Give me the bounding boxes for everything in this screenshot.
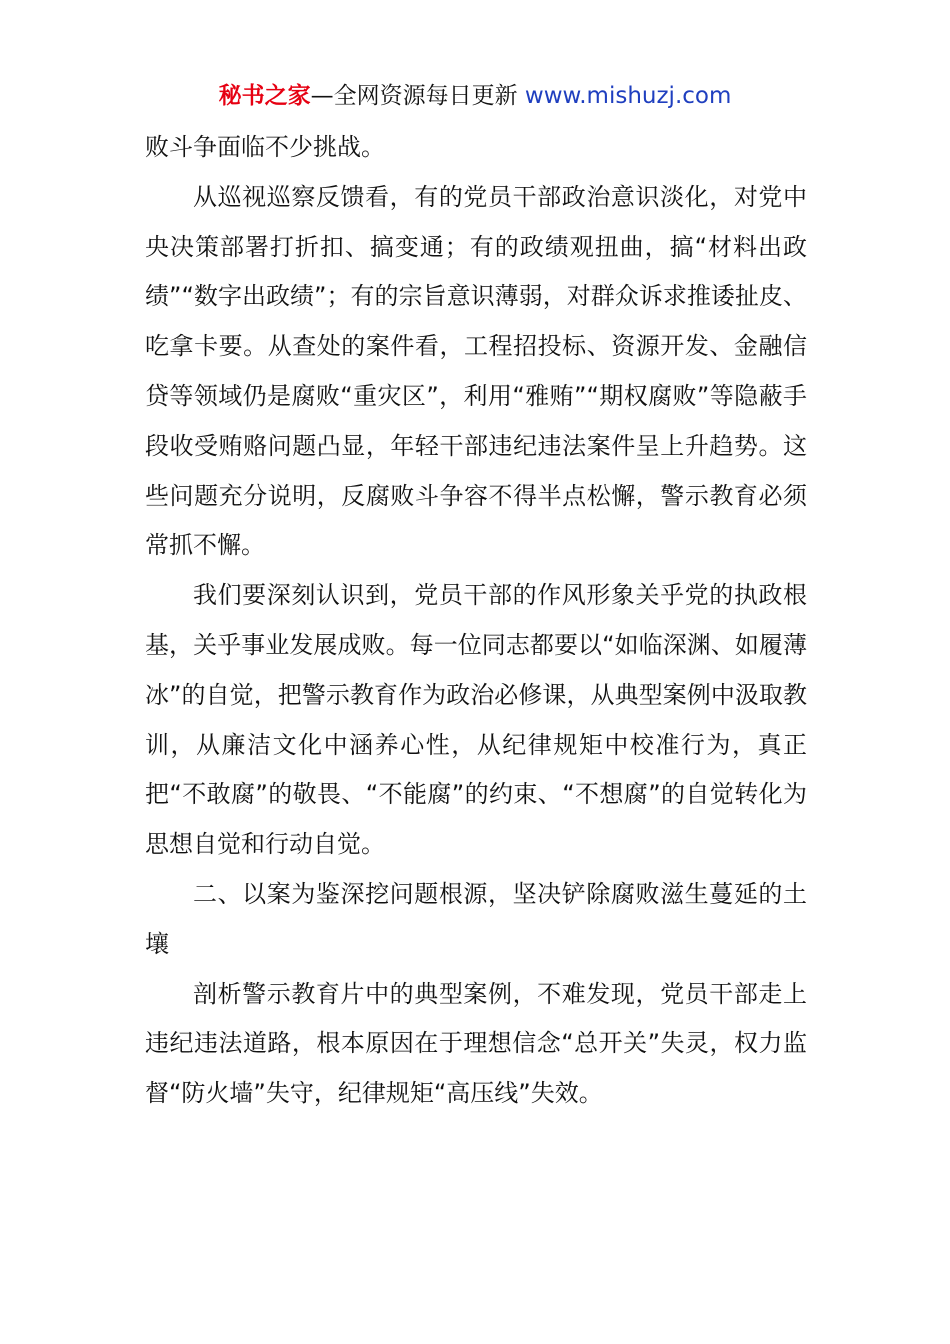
section-heading: 二、以案为鉴深挖问题根源，坚决铲除腐败滋生蔓延的土壤	[145, 879, 807, 958]
paragraph-2: 从巡视巡察反馈看，有的党员干部政治意识淡化，对党中央决策部署打折扣、搞变通；有的政绩观扭曲，搞“材料出政绩”“数字出政绩”；有的宗旨意识薄弱，对群众诉求推诿扯皮、吃拿卡要。从查处的案件看，工程招投标、资源开发、金融信贷等领域仍是腐败“重灾区”，利用“雅贿”“期权腐败”等隐蔽手段收受贿赂问题凸显，年轻干部违纪违法案件呈上升趋势。这些问题充分说明，反腐败斗争容不得半点松懈，警示教育必须常抓不懈。	[145, 182, 807, 560]
paragraph-1: 败斗争面临不少挑战。	[145, 133, 385, 161]
paragraph-3: 我们要深刻认识到，党员干部的作风形象关乎党的执政根基，关乎事业发展成败。每一位同志都要以“如临深渊、如履薄冰”的自觉，把警示教育作为政治必修课，从典型案例中汲取教训，从廉洁文化中涵养心性，从纪律规矩中校准行为，真正把“不敢腐”的敬畏、“不能腐”的约束、“不想腐”的自觉转化为思想自觉和行动自觉。	[145, 581, 807, 859]
site-tagline: —全网资源每日更新	[310, 83, 525, 109]
document-body	[145, 123, 807, 1119]
paragraph-4: 剖析警示教育片中的典型案例，不难发现，党员干部走上违纪违法道路，根本原因在于理想信念“总开关”失灵，权力监督“防火墙”失守，纪律规矩“高压线”失效。	[145, 979, 807, 1108]
site-brand: 秘书之家	[218, 83, 311, 109]
site-url-link[interactable]: www.mishuzj.com	[524, 83, 732, 109]
site-header	[0, 80, 950, 112]
